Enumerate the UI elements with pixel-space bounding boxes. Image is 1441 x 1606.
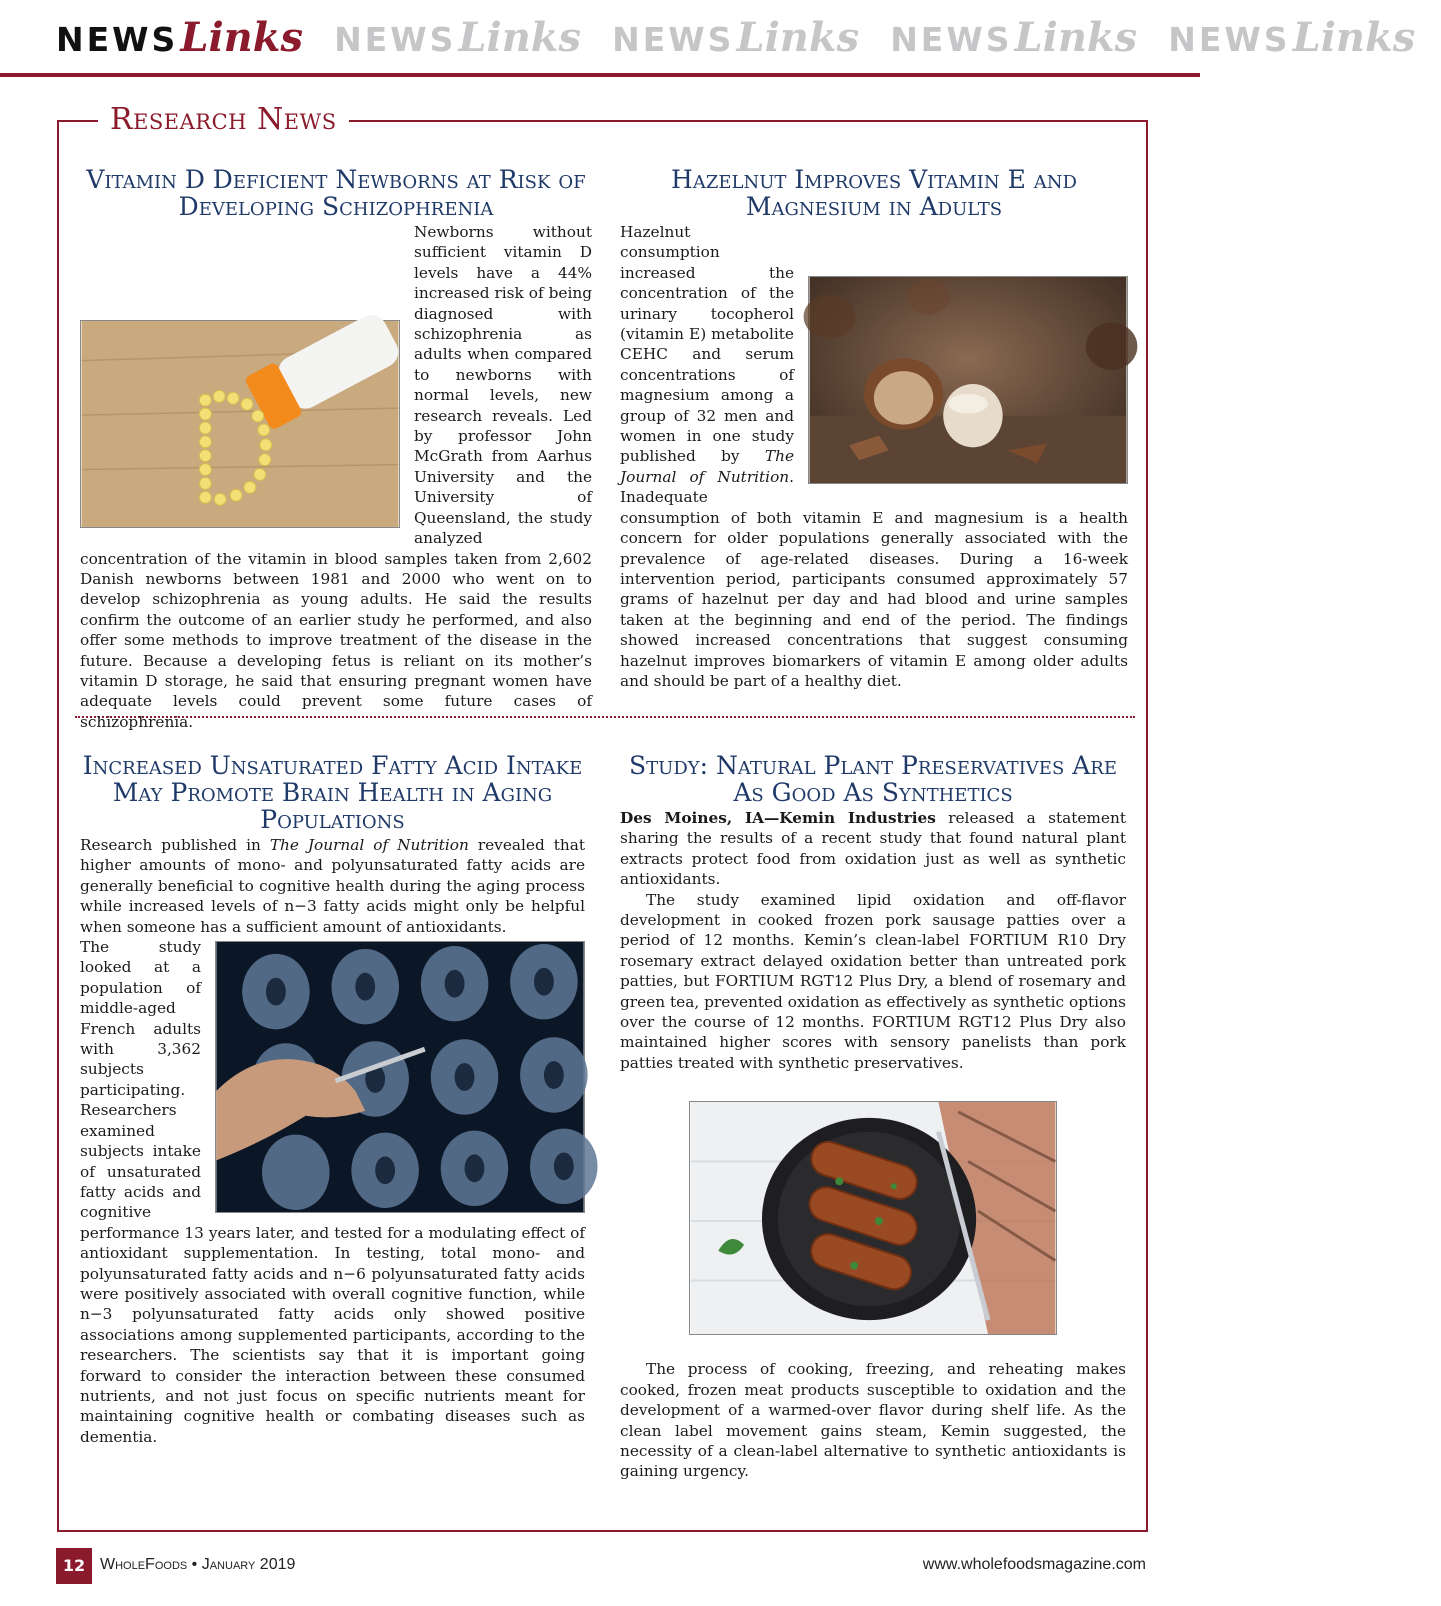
masthead-ghost-logo: NEWSLinks — [334, 14, 582, 61]
website-url[interactable]: www.wholefoodsmagazine.com — [922, 1556, 1146, 1573]
article-body: The study looked at a population of middle-aged French adults with 3,362 subjects participating. Researchers examined subjects intake of unsaturated fatty acids and cognitive performance 13 years later, and tested for a modulating effect of antioxidant supplementation. In testing, total mono- and polyunsaturated fatty acids and n−6 polyunsaturated fatty acids were positively associated with overall cognitive function, while n−3 polyunsaturated fatty acids only showed positive associations among supplemented participants, according to the researchers. The scientists say that it is important going forward to consider the interaction between these consumed nutrients, and not just focus on specific nutrients meant for maintaining cognitive health or combating diseases such as dementia. — [80, 938, 585, 1446]
brain-scan-image — [215, 941, 585, 1213]
article-body: The process of cooking, freezing, and reheating makes cooked, frozen meat products susceptible to oxidation and the development of a warmed-over flavor during shelf life. As the clean label movement gains steam, Kemin suggested, the necessity of a clean-label alternative to synthetic antioxidants is gaining urgency. — [620, 1360, 1126, 1481]
masthead-ghost-logo: NEWSLinks — [1168, 14, 1416, 61]
article-body: Des Moines, IA—Kemin Industries released a statement sharing the results of a recent study that found natural plant extracts protect food from oxidation just as well as synthetic antioxidants. — [620, 809, 1126, 889]
masthead-logo: NEWSLinks — [56, 14, 303, 61]
masthead-ghost-logo: NEWSLinks — [612, 14, 860, 61]
article-title: Study: Natural Plant Preservatives Are As Good As Synthetics — [629, 751, 1117, 807]
page-number: 12 — [56, 1548, 92, 1584]
article-hazelnut — [620, 166, 1128, 691]
article-body: Hazelnut consumption increased the concentration of the urinary tocopherol (vitamin E) metabolite CEHC and serum concentrations of magnesium among a group of 32 men and women in one study published by The Journal of Nutrition. Inadequate consumption of both vitamin E and magnesium is a health concern for older populations generally associated with the prevalence of age-related diseases. During a 16-week intervention period, participants consumed approximately 57 grams of hazelnut per day and had blood and urine samples taken at the beginning and end of the period. The findings showed increased concentrations that suggest consuming hazelnut improves biomarkers of vitamin E among older adults and should be part of a healthy diet. — [620, 223, 1128, 690]
article-vitamin-d — [80, 166, 592, 732]
article-body: Research published in The Journal of Nutrition revealed that higher amounts of mono- and polyunsaturated fatty acids are generally beneficial to cognitive health during the aging process while increased levels of n−3 fatty acids might only be helpful when someone has a sufficient amount of antioxidants. — [80, 836, 585, 936]
hazelnut-image — [808, 276, 1128, 484]
sausage-pan-image — [689, 1101, 1057, 1335]
article-title: Hazelnut Improves Vitamin E and Magnesium in Adults — [671, 165, 1077, 221]
section-title: Research News — [98, 100, 349, 140]
article-body: The study examined lipid oxidation and off-flavor development in cooked frozen pork sausage patties over a period of 12 months. Kemin’s clean-label FORTIUM R10 Dry rosemary extract delayed oxidation better than untreated pork patties, but FORTIUM RGT12 Plus Dry, a blend of rosemary and green tea, prevented oxidation as effectively as synthetic options over the course of 12 months. FORTIUM RGT12 Plus Dry also maintained higher scores with sensory panelists than pork patties treated with synthetic preservatives. — [620, 890, 1126, 1072]
masthead — [56, 14, 1416, 70]
article-title: Vitamin D Deficient Newborns at Risk of Developing Schizophrenia — [86, 165, 586, 221]
publication-issue: WholeFoods • January 2019 — [100, 1556, 296, 1573]
masthead-ghost-logo: NEWSLinks — [890, 14, 1138, 61]
article-fatty-acids — [80, 752, 585, 1447]
vitamin-d-pills-image — [80, 320, 400, 528]
article-body: Newborns without sufficient vitamin D levels have a 44% increased risk of being diagnosed with schizophrenia as adults when compared to newborns with normal levels, new research reveals. Led by professor John McGrath from Aarhus University and the University of Queensland, the study analyzed concentration of the vitamin in blood samples taken from 2,602 Danish newborns between 1981 and 2000 who went on to develop schizophrenia as young adults. He said the results confirm the outcome of an earlier study he performed, and also offer some methods to improve treatment of the disease in the future. Because a developing fetus is reliant on its mother’s vitamin D storage, he said that ensuring pregnant women have adequate levels could prevent some future cases of schizophrenia. — [80, 223, 592, 731]
page-footer — [56, 1548, 1146, 1584]
header-rule — [0, 73, 1200, 77]
article-preservatives — [620, 752, 1126, 1482]
article-title: Increased Unsaturated Fatty Acid Intake May Promote Brain Health in Aging Populations — [82, 751, 583, 834]
